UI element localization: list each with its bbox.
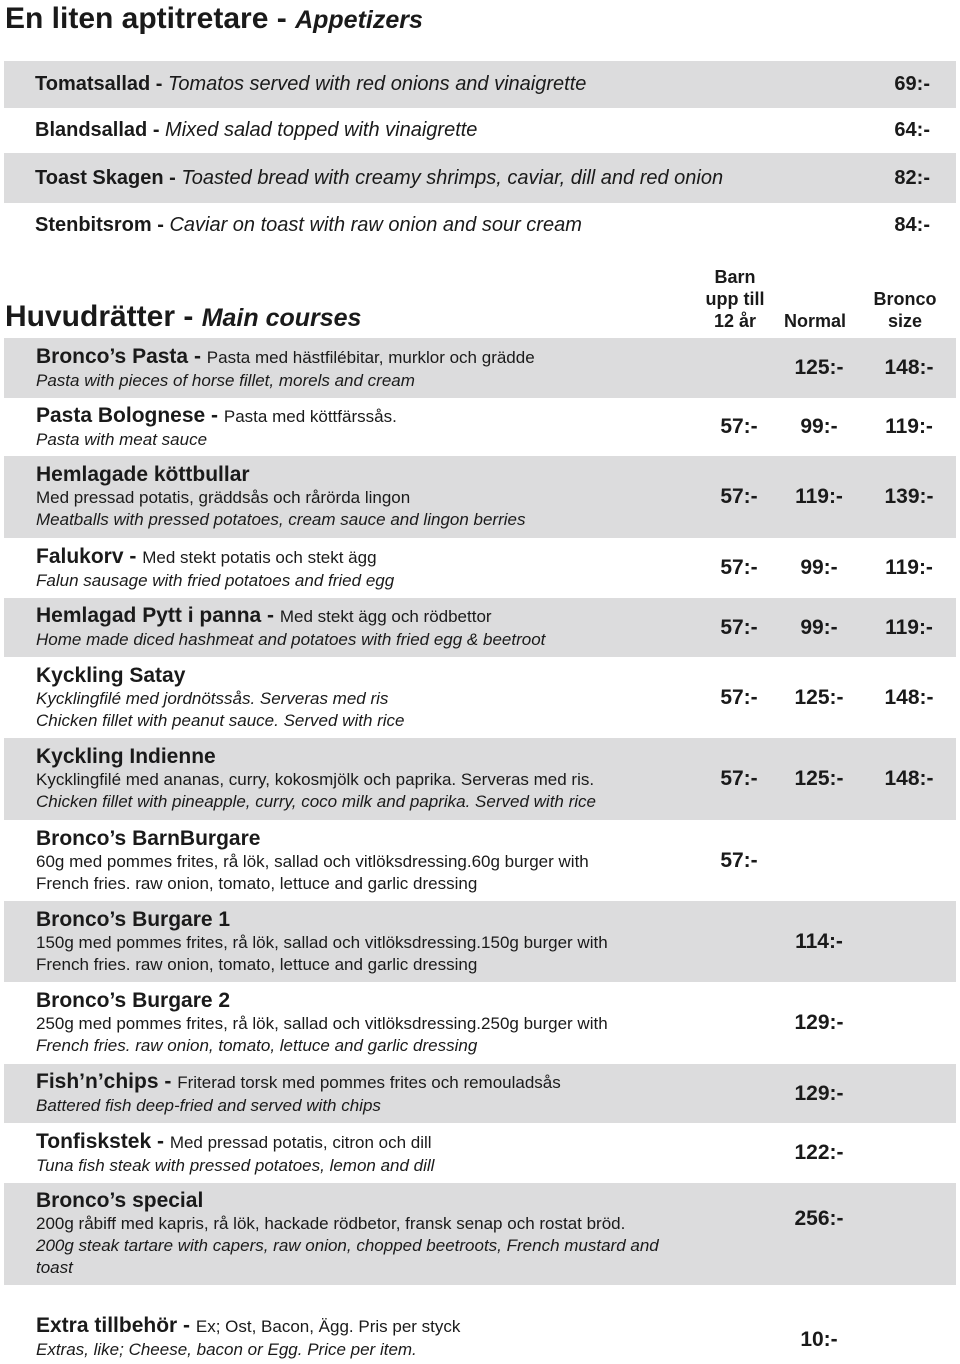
price-child: 57:- [720,485,758,508]
appetizer-desc: Toasted bread with creamy shrimps, caviar, dill and red onion [181,166,724,189]
dish-name: Hemlagad Pytt i panna - [36,604,280,627]
main-course-row [4,657,956,738]
appetizer-price: 84:- [894,214,930,236]
price-normal: 122:- [794,1141,844,1164]
dish-desc-line: Home made diced hashmeat and potatoes with fried egg & beetroot [36,630,546,649]
dish-name: Bronco’s BarnBurgare [36,826,261,850]
extras-desc-line: Extras, like; Cheese, bacon or Egg. Price per item. [36,1339,417,1359]
price-normal: 129:- [794,1081,844,1105]
appetizer-name: Stenbitsrom - [35,214,170,236]
appetizer-desc: Mixed salad topped with vinaigrette [165,119,478,141]
main-course-row [4,456,956,538]
price-bronco: 148:- [884,767,934,790]
appetizer-price: 69:- [894,73,930,95]
appetizer-row [4,108,956,153]
appetizers-heading [5,4,423,34]
main-course-row [4,598,956,657]
dish-desc-line: Chicken fillet with peanut sauce. Served with rice [36,710,405,730]
dish-desc-line: French fries. raw onion, tomato, lettuce and garlic dressing [36,1036,478,1055]
appetizers-title: En liten aptitretare - [5,2,296,35]
dish-desc-line: 250g med pommes frites, rå lök, sallad och vitlöksdressing.250g burger with [36,1014,608,1033]
price-child: 57:- [720,615,758,639]
dish-inline-desc: Med pressad potatis, citron och dill [169,1132,432,1152]
dish-name: Fish’n’chips - [36,1070,178,1093]
dish-name: Falukorv - [36,544,143,568]
price-normal: 119:- [795,485,843,508]
price-bronco: 119:- [885,415,933,438]
price-bronco [864,982,954,1064]
main-course-row [4,398,956,456]
price-bronco: 148:- [884,685,934,709]
price-child [694,338,784,398]
price-child: 57:- [720,685,758,709]
dish-desc-line: Med pressad potatis, gräddsås och rårörda lingon [36,488,411,507]
main-course-row [4,1064,956,1123]
price-child: 57:- [720,556,758,579]
mains-title: Huvudrätter - [5,300,202,333]
appetizers-subtitle: Appetizers [295,6,423,34]
dish-name: Kyckling Indienne [36,745,216,768]
main-course-row [4,982,956,1064]
mains-subtitle: Main courses [201,304,362,332]
price-child: 57:- [720,415,758,438]
price-normal: 99:- [800,615,838,639]
appetizer-price: 82:- [894,166,930,189]
dish-desc-line: Falun sausage with fried potatoes and fried egg [36,570,395,590]
column-header-bronco: Bronco size [873,289,937,331]
extras-row [4,1310,956,1364]
dish-desc-line: 200g steak tartare with capers, raw onion, chopped beetroots, French mustard and toast [36,1236,659,1277]
price-bronco [864,1064,954,1123]
extras-inline-desc: Ex; Ost, Bacon, Ägg. Pris per styck [195,1316,461,1336]
dish-inline-desc: Med stekt potatis och stekt ägg [142,547,377,567]
dish-desc-line: French fries. raw onion, tomato, lettuce and garlic dressing [36,873,478,893]
price-bronco [864,820,954,901]
price-normal: 114:- [795,929,843,953]
price-child [694,1064,784,1123]
price-normal: 125:- [794,356,844,379]
price-normal: 125:- [794,685,844,709]
price-normal: 99:- [800,415,838,438]
price-child [694,1183,784,1285]
dish-desc-line: 60g med pommes frites, rå lök, sallad och vitlöksdressing.60g burger with [36,851,589,871]
dish-name: Bronco’s Burgare 2 [36,989,231,1012]
price-bronco: 119:- [885,556,933,579]
dish-desc-line: Kycklingfilé med ananas, curry, kokosmjölk och paprika. Serveras med ris. [36,770,595,789]
dish-name: Bronco’s Pasta - [36,344,207,368]
price-normal: 129:- [794,1011,844,1034]
main-course-row [4,338,956,398]
dish-inline-desc: Pasta med hästfilébitar, murklor och grädde [206,347,535,367]
extras-price: 10:- [800,1328,838,1351]
dish-desc-line: Kycklingfilé med jordnötssås. Serveras med ris [36,688,389,708]
price-bronco: 148:- [884,356,934,379]
main-course-row [4,901,956,982]
dish-desc-line: Battered fish deep-fried and served with chips [36,1096,381,1115]
dish-desc-line: Chicken fillet with pineapple, curry, coco milk and paprika. Served with rice [36,792,596,811]
price-normal: 125:- [794,767,844,790]
price-bronco: 139:- [884,485,934,508]
price-child: 57:- [720,767,758,790]
dish-inline-desc: Friterad torsk med pommes frites och remouladsås [177,1073,561,1092]
dish-desc-line: French fries. raw onion, tomato, lettuce and garlic dressing [36,954,478,974]
price-bronco [864,901,954,982]
column-header-normal: Normal [783,311,846,331]
dish-desc-line: Pasta with meat sauce [36,429,208,449]
dish-desc-line: Tuna fish steak with pressed potatoes, lemon and dill [36,1155,435,1175]
price-child [694,1123,784,1183]
dish-desc-line: Meatballs with pressed potatoes, cream sauce and lingon berries [36,510,526,529]
dish-name: Tonfiskstek - [36,1129,170,1153]
appetizer-name: Toast Skagen - [35,166,182,189]
extras-name: Extra tillbehör - [36,1313,196,1337]
dish-desc-line: 200g råbiff med kapris, rå lök, hackade rödbetor, fransk senap och rostat bröd. [36,1214,626,1233]
dish-name: Bronco’s special [36,1189,204,1212]
dish-name: Bronco’s Burgare 1 [36,907,231,931]
main-course-row [4,738,956,820]
price-normal: 256:- [794,1207,844,1230]
price-bronco [864,1183,954,1285]
appetizer-row [4,203,956,248]
dish-name: Hemlagade köttbullar [36,463,250,486]
main-course-row [4,538,956,598]
appetizer-row [4,153,956,203]
appetizer-desc: Caviar on toast with raw onion and sour cream [169,214,582,236]
main-course-row [4,1183,956,1285]
column-header-child: Barn upp till 12 år [705,267,765,331]
dish-desc-line: 150g med pommes frites, rå lök, sallad och vitlöksdressing.150g burger with [36,932,608,952]
appetizer-name: Blandsallad - [35,119,166,141]
appetizer-name: Tomatsallad - [35,73,168,95]
price-child: 57:- [720,848,758,872]
dish-desc-line: Pasta with pieces of horse fillet, morels and cream [36,370,415,390]
price-child [694,901,784,982]
dish-name: Pasta Bolognese - [36,403,224,427]
price-normal [774,820,864,901]
appetizer-price: 64:- [894,119,930,141]
main-course-row [4,1123,956,1183]
dish-name: Kyckling Satay [36,663,186,687]
main-course-row [4,820,956,901]
appetizer-desc: Tomatos served with red onions and vinaigrette [168,73,587,95]
price-bronco [864,1123,954,1183]
appetizer-row [4,61,956,108]
price-bronco: 119:- [885,615,933,639]
dish-inline-desc: Med stekt ägg och rödbettor [279,607,492,626]
price-normal: 99:- [800,556,838,579]
price-child [694,982,784,1064]
dish-inline-desc: Pasta med köttfärssås. [223,406,397,426]
mains-heading [5,302,361,332]
